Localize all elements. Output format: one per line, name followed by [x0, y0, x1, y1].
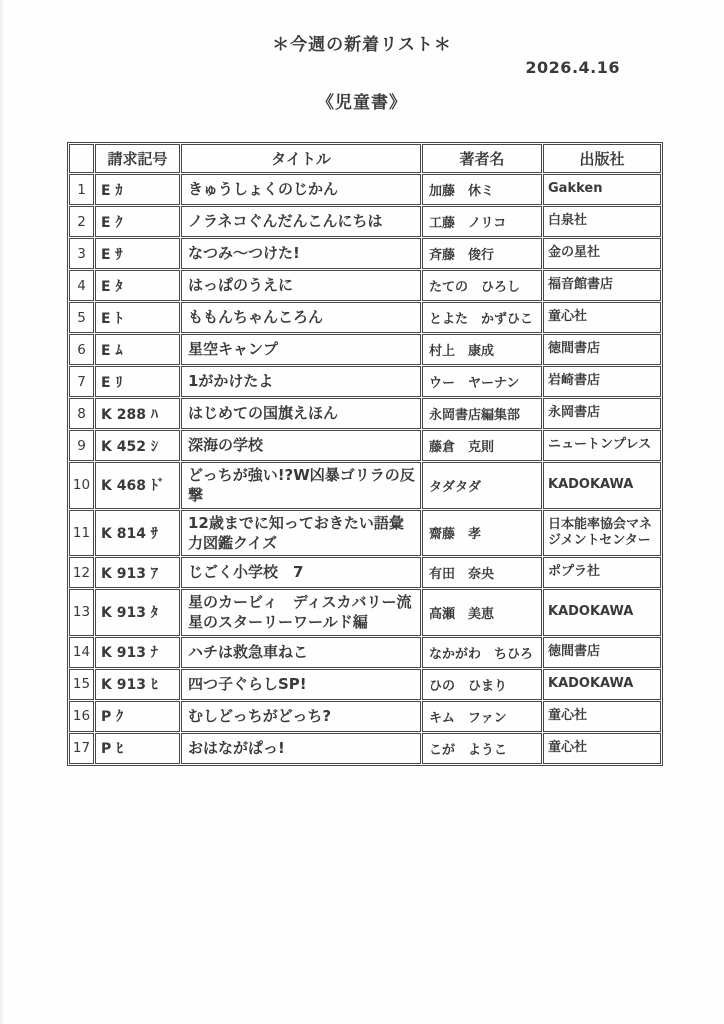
table-row	[69, 669, 661, 700]
publisher-cell: 日本能率協会マネジメントセンター	[543, 510, 661, 557]
title-cell: なつみ～つけた!	[181, 238, 421, 269]
author-cell: たての ひろし	[422, 270, 542, 301]
header-cell-publisher: 出版社	[543, 144, 661, 173]
publisher-cell: 岩崎書店	[543, 366, 661, 397]
publisher-cell: KADOKAWA	[543, 669, 661, 700]
table-row	[69, 701, 661, 732]
author-cell: こが ようこ	[422, 733, 542, 764]
header-cell-call-number: 請求記号	[95, 144, 180, 173]
header-cell-title: タイトル	[181, 144, 421, 173]
category-label: 《児童書》	[317, 93, 407, 113]
call-number-cell: E ﾀ	[95, 270, 180, 301]
row-number-cell: 17	[69, 733, 94, 764]
call-number-cell: K 468 ﾄﾞ	[95, 462, 180, 509]
author-cell: 斉藤 俊行	[422, 238, 542, 269]
row-number-cell: 10	[69, 462, 94, 509]
table-row	[69, 557, 661, 588]
table-row	[69, 366, 661, 397]
publisher-cell: 福音館書店	[543, 270, 661, 301]
call-number-cell: E ｸ	[95, 206, 180, 237]
row-number-cell: 5	[69, 302, 94, 333]
row-number-cell: 8	[69, 398, 94, 429]
call-number-cell: P ﾋ	[95, 733, 180, 764]
title-cell: じごく小学校 7	[181, 557, 421, 588]
table-row	[69, 334, 661, 365]
row-number-cell: 16	[69, 701, 94, 732]
call-number-cell: K 913 ﾋ	[95, 669, 180, 700]
author-cell: なかがわ ちひろ	[422, 637, 542, 668]
row-number-cell: 11	[69, 510, 94, 557]
title-cell: ももんちゃんころん	[181, 302, 421, 333]
author-cell: 加藤 休ミ	[422, 174, 542, 205]
call-number-cell: K 913 ｱ	[95, 557, 180, 588]
author-cell: 永岡書店編集部	[422, 398, 542, 429]
author-cell: 有田 奈央	[422, 557, 542, 588]
publisher-cell: 童心社	[543, 701, 661, 732]
title-cell: 深海の学校	[181, 430, 421, 461]
publisher-cell: ポプラ社	[543, 557, 661, 588]
page-title: ＊今週の新着リスト＊	[272, 35, 452, 55]
table-body	[69, 174, 661, 764]
title-cell: ノラネコぐんだんこんにちは	[181, 206, 421, 237]
row-number-cell: 14	[69, 637, 94, 668]
call-number-cell: E ﾘ	[95, 366, 180, 397]
row-number-cell: 15	[69, 669, 94, 700]
publisher-cell: KADOKAWA	[543, 462, 661, 509]
author-cell: タダタダ	[422, 462, 542, 509]
row-number-cell: 1	[69, 174, 94, 205]
table-row	[69, 270, 661, 301]
call-number-cell: E ﾑ	[95, 334, 180, 365]
call-number-cell: K 452 ｼ	[95, 430, 180, 461]
publisher-cell: KADOKAWA	[543, 589, 661, 636]
table-row	[69, 510, 661, 557]
date-label: 2026.4.16	[525, 58, 620, 77]
table-header-row	[69, 144, 661, 173]
author-cell: 藤倉 克則	[422, 430, 542, 461]
title-cell: ハチは救急車ねこ	[181, 637, 421, 668]
author-cell: 工藤 ノリコ	[422, 206, 542, 237]
publisher-cell: ニュートンプレス	[543, 430, 661, 461]
new-arrivals-table	[67, 142, 663, 766]
title-cell: きゅうしょくのじかん	[181, 174, 421, 205]
row-number-cell: 9	[69, 430, 94, 461]
title-cell: はじめての国旗えほん	[181, 398, 421, 429]
row-number-cell: 4	[69, 270, 94, 301]
row-number-cell: 12	[69, 557, 94, 588]
row-number-cell: 3	[69, 238, 94, 269]
table-row	[69, 302, 661, 333]
table-row	[69, 206, 661, 237]
author-cell: キム ファン	[422, 701, 542, 732]
publisher-cell: Gakken	[543, 174, 661, 205]
table-row	[69, 430, 661, 461]
title-cell: 星のカービィ ディスカバリー流星のスターリーワールド編	[181, 589, 421, 636]
call-number-cell: E ｶ	[95, 174, 180, 205]
publisher-cell: 徳間書店	[543, 334, 661, 365]
title-cell: 12歳までに知っておきたい語彙力図鑑クイズ	[181, 510, 421, 557]
author-cell: 齋藤 孝	[422, 510, 542, 557]
title-cell: むしどっちがどっち?	[181, 701, 421, 732]
title-cell: どっちが強い!?W凶暴ゴリラの反撃	[181, 462, 421, 509]
call-number-cell: E ｻ	[95, 238, 180, 269]
header-cell-author: 著者名	[422, 144, 542, 173]
table-row	[69, 589, 661, 636]
row-number-cell: 7	[69, 366, 94, 397]
call-number-cell: K 288 ﾊ	[95, 398, 180, 429]
row-number-cell: 6	[69, 334, 94, 365]
table-row	[69, 238, 661, 269]
publisher-cell: 徳間書店	[543, 637, 661, 668]
row-number-cell: 2	[69, 206, 94, 237]
author-cell: ウー ヤーナン	[422, 366, 542, 397]
author-cell: 高瀬 美恵	[422, 589, 542, 636]
call-number-cell: E ﾄ	[95, 302, 180, 333]
table-row	[69, 462, 661, 509]
title-cell: 星空キャンプ	[181, 334, 421, 365]
title-cell: 四つ子ぐらしSP!	[181, 669, 421, 700]
title-cell: 1がかけたよ	[181, 366, 421, 397]
title-cell: はっぱのうえに	[181, 270, 421, 301]
header-cell-blank	[69, 144, 94, 173]
publisher-cell: 永岡書店	[543, 398, 661, 429]
author-cell: とよた かずひこ	[422, 302, 542, 333]
author-cell: ひの ひまり	[422, 669, 542, 700]
author-cell: 村上 康成	[422, 334, 542, 365]
call-number-cell: K 913 ﾅ	[95, 637, 180, 668]
table-row	[69, 637, 661, 668]
table-row	[69, 733, 661, 764]
table-row	[69, 174, 661, 205]
table-row	[69, 398, 661, 429]
publisher-cell: 金の星社	[543, 238, 661, 269]
row-number-cell: 13	[69, 589, 94, 636]
publisher-cell: 童心社	[543, 302, 661, 333]
call-number-cell: P ｸ	[95, 701, 180, 732]
call-number-cell: K 814 ｻ	[95, 510, 180, 557]
call-number-cell: K 913 ﾀ	[95, 589, 180, 636]
title-cell: おはながぱっ!	[181, 733, 421, 764]
publisher-cell: 童心社	[543, 733, 661, 764]
publisher-cell: 白泉社	[543, 206, 661, 237]
